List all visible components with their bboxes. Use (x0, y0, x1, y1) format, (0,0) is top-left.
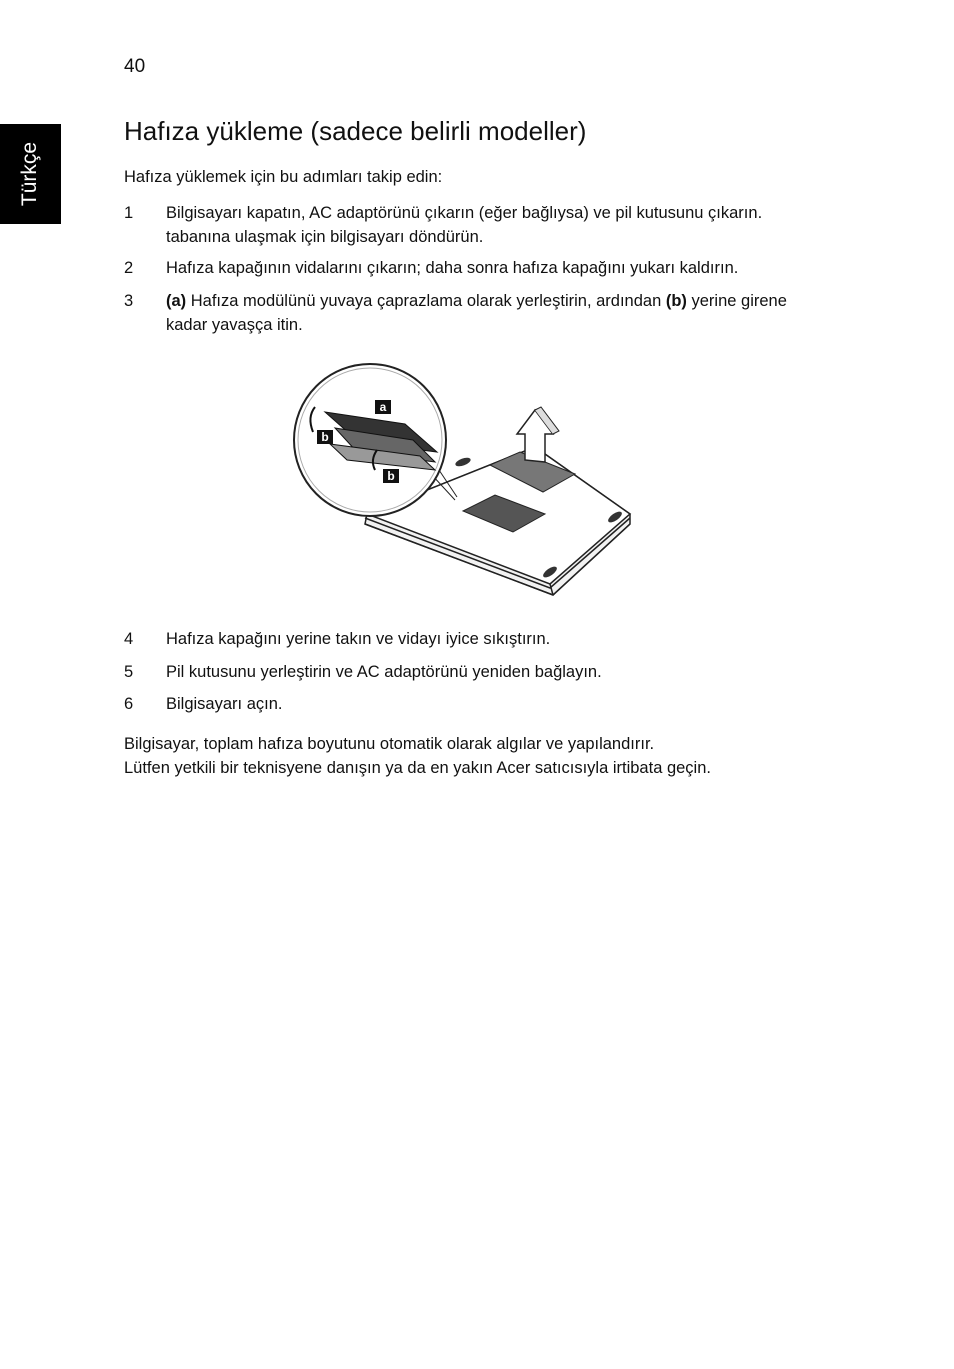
step-text-b: yerine girene kadar yavaşça itin. (166, 292, 787, 334)
section-title: Hafıza yükleme (sadece belirli modeller) (124, 116, 587, 146)
step-1 (124, 201, 824, 249)
step-3 (124, 289, 824, 337)
step-text (166, 289, 826, 337)
step-number: 6 (124, 695, 134, 713)
callout-b-label: b (321, 430, 329, 444)
step-text-a: Hafıza modülünü yuvaya çaprazlama olarak yerleştirin, ardından (186, 292, 666, 310)
callout-b-badge-left (317, 430, 333, 444)
step-4 (124, 627, 824, 651)
callout-b-badge-bottom (383, 469, 399, 483)
step-label-a: (a) (166, 292, 187, 310)
step-6 (124, 692, 824, 716)
step-number: 5 (124, 663, 134, 681)
callout-a-badge (375, 400, 391, 414)
step-label-b: (b) (665, 292, 687, 310)
step-number: 3 (124, 292, 134, 310)
callout-a-label: a (379, 400, 387, 414)
step-text: Pil kutusunu yerleştirin ve AC adaptörünü yeniden bağlayın. (166, 663, 602, 681)
step-number: 4 (124, 630, 134, 648)
step-number: 1 (124, 204, 134, 222)
step-2 (124, 256, 824, 280)
step-5 (124, 660, 824, 684)
page-number: 40 (124, 56, 146, 77)
closing-line-2: Lütfen yetkili bir teknisyene danışın ya da en yakın Acer satıcısıyla irtibata geçin. (124, 759, 711, 777)
step-number: 2 (124, 259, 134, 277)
step-text: Bilgisayarı açın. (166, 695, 283, 713)
closing-paragraph (124, 732, 844, 780)
step-text: Hafıza kapağının vidalarını çıkarın; daha sonra hafıza kapağını yukarı kaldırın. (166, 259, 739, 277)
language-side-tab (0, 124, 61, 224)
callout-b-label: b (387, 469, 395, 483)
closing-line-1: Bilgisayar, toplam hafıza boyutunu otomatik olarak algılar ve yapılandırır. (124, 735, 655, 753)
intro-text: Hafıza yüklemek için bu adımları takip edin: (124, 168, 443, 186)
step-text: Hafıza kapağını yerine takın ve vidayı iyice sıkıştırın. (166, 630, 551, 648)
memory-installation-illustration (285, 352, 645, 607)
side-tab-label: Türkçe (18, 141, 42, 207)
step-text: Bilgisayarı kapatın, AC adaptörünü çıkarın (eğer bağlıysa) ve pil kutusunu çıkarın. tabanına ulaşmak için bilgisayarı döndürün. (166, 204, 763, 246)
